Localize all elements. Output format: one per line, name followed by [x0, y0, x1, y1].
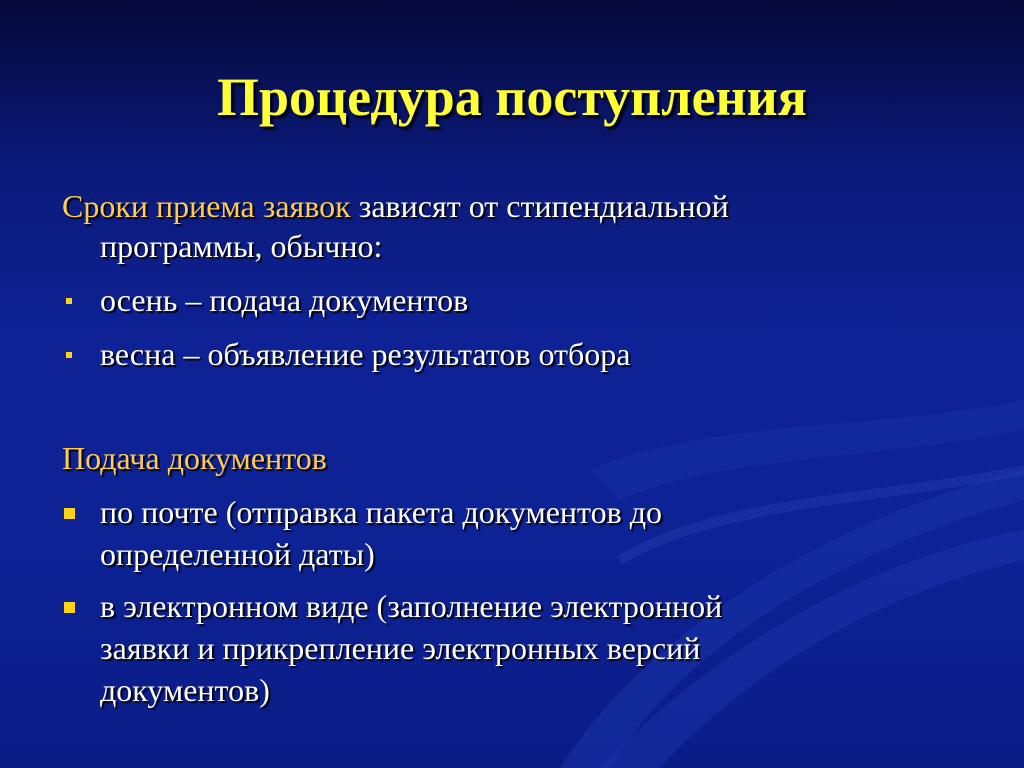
- section2-item-2-line-2: заявки и прикрепление электронных версий: [100, 630, 701, 666]
- section2-item-1-line-1: по почте (отправка пакета документов до: [100, 494, 662, 530]
- slide-title: Процедура поступления: [217, 67, 807, 127]
- section2-item-2-line-3: документов): [100, 672, 270, 708]
- section1-item-1: осень – подача документов: [100, 282, 469, 318]
- section2-item-2-line-1: в электронном виде (заполнение электронной: [100, 588, 723, 624]
- section1-item-2: весна – объявление результатов отбора: [100, 336, 631, 372]
- section2-heading: Подача документов: [62, 440, 327, 476]
- section1-heading-rest: зависят от стипендиальной: [350, 188, 729, 224]
- section1-heading-continuation: программы, обычно:: [100, 228, 383, 264]
- section2-item-1-line-2: определенной даты): [100, 536, 375, 572]
- small-bullet-icon: [66, 352, 72, 358]
- square-bullet-icon: [64, 508, 75, 519]
- section1-heading: [62, 186, 729, 226]
- small-bullet-icon: [66, 298, 72, 304]
- section1-heading-highlight: Сроки приема заявок: [62, 188, 351, 224]
- square-bullet-icon: [64, 602, 75, 613]
